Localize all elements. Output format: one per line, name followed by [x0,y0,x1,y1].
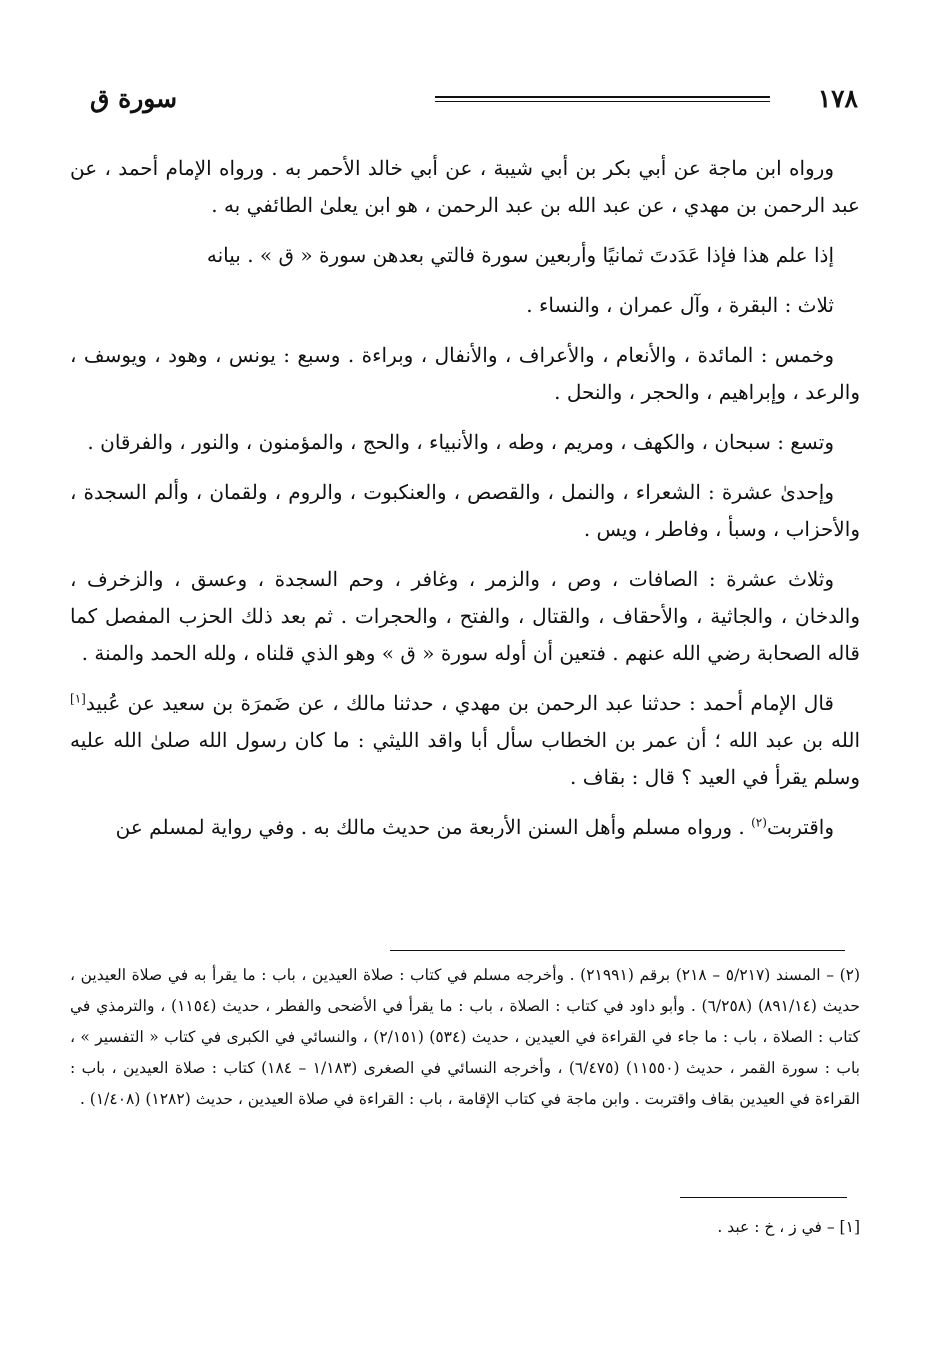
paragraph-text: واقتربت [766,815,834,839]
footnote-separator [390,950,845,951]
paragraph: إذا علم هذا فإذا عَدَدتَ ثمانيًا وأربعين سورة فالتي بعدهن سورة « ق » . بيانه [206,243,834,267]
paragraph: وإحدىٰ عشرة : الشعراء ، والنمل ، والقصص ، والعنكبوت ، والروم ، ولقمان ، وألم السجدة ، والأحزاب ، وسبأ ، وفاطر ، ويس . [70,480,860,541]
paragraph: ثلاث : البقرة ، وآل عمران ، والنساء . [526,293,834,317]
variant-separator [680,1197,847,1198]
paragraph-text: قال الإمام أحمد : حدثنا عبد الرحمن بن مهدي ، حدثنا مالك ، عن ضَمرَة بن سعيد عن عُبيد [85,691,834,715]
footnote-reference[interactable]: (٢) [751,815,767,830]
main-text [70,150,860,859]
page-number: ١٧٨ [817,84,858,113]
paragraph-isnad [70,685,860,796]
footnote-main: (٢) – المسند (٥/٢١٧ – ٢١٨) برقم (٢١٩٩١) . وأخرجه مسلم في كتاب : صلاة العيدين ، باب : ما يقرأ به في صلاة العيدين ، حديث (٨٩١/١٤) (٦/٢٥٨) . وأبو داود في كتاب : الصلاة ، باب : ما يقرأ في الأضحى والفطر ، حديث (١١٥٤) ، والترمذي في كتاب : الصلاة ، باب : ما جاء في القراءة في العيدين ، حديث (٥٣٤) (٢/١٥١) ، والنسائي في الكبرى في كتاب « التفسير » ، باب : سورة القمر ، حديث (١١٥٥٠) (٦/٤٧٥) ، وأخرجه النسائي في الصغرى (١/١٨٣ – ١٨٤) كتاب : صلاة العيدين ، باب : القراءة في العيدين بقاف واقتربت . وابن ماجة في كتاب الإقامة ، باب : القراءة في صلاة العيدين ، حديث (١٢٨٢) (١/٤٠٨) . [70,966,861,1108]
paragraph-text: . ورواه مسلم وأهل السنن الأربعة من حديث مالك به . وفي رواية لمسلم عن [115,815,752,839]
paragraph: ورواه ابن ماجة عن أبي بكر بن أبي شيبة ، عن أبي خالد الأحمر به . ورواه الإمام أحمد ، عن عبد الرحمن بن مهدي ، عن عبد الله بن عبد الرحمن ، هو ابن يعلىٰ الطائفي به . [70,156,860,217]
footnote-reference[interactable]: [١] [70,691,86,706]
header-rule [435,96,770,98]
running-title: سورة ق [90,84,178,113]
page-header [90,80,858,120]
paragraph-text: الله بن عبد الله ؛ أن عمر بن الخطاب سأل أبا واقد الليثي : ما كان رسول الله صلىٰ الله عليه وسلم يقرأ في العيد ؟ قال : بقاف . [70,728,860,789]
paragraph: وثلاث عشرة : الصافات ، وص ، والزمر ، وغافر ، وحم السجدة ، وعسق ، والزخرف ، والدخان ، والجاثية ، والأحقاف ، والقتال ، والفتح ، والحجرات . ثم بعد ذلك الحزب المفصل كما قاله الصحابة رضي الله عنهم . فتعين أن أوله سورة « ق » وهو الذي قلناه ، ولله الحمد والمنة . [70,567,860,665]
header-rule-thin [435,101,770,102]
paragraph: وخمس : المائدة ، والأنعام ، والأعراف ، والأنفال ، وبراءة . وسبع : يونس ، وهود ، ويوسف ، والرعد ، وإبراهيم ، والحجر ، والنحل . [70,343,860,404]
footnote-variant: [١] – في ز ، خ : عبد . [717,1218,860,1236]
paragraph: وتسع : سبحان ، والكهف ، ومريم ، وطه ، والأنبياء ، والحج ، والمؤمنون ، والنور ، والفرقان . [87,430,834,454]
paragraph-last [70,809,860,846]
